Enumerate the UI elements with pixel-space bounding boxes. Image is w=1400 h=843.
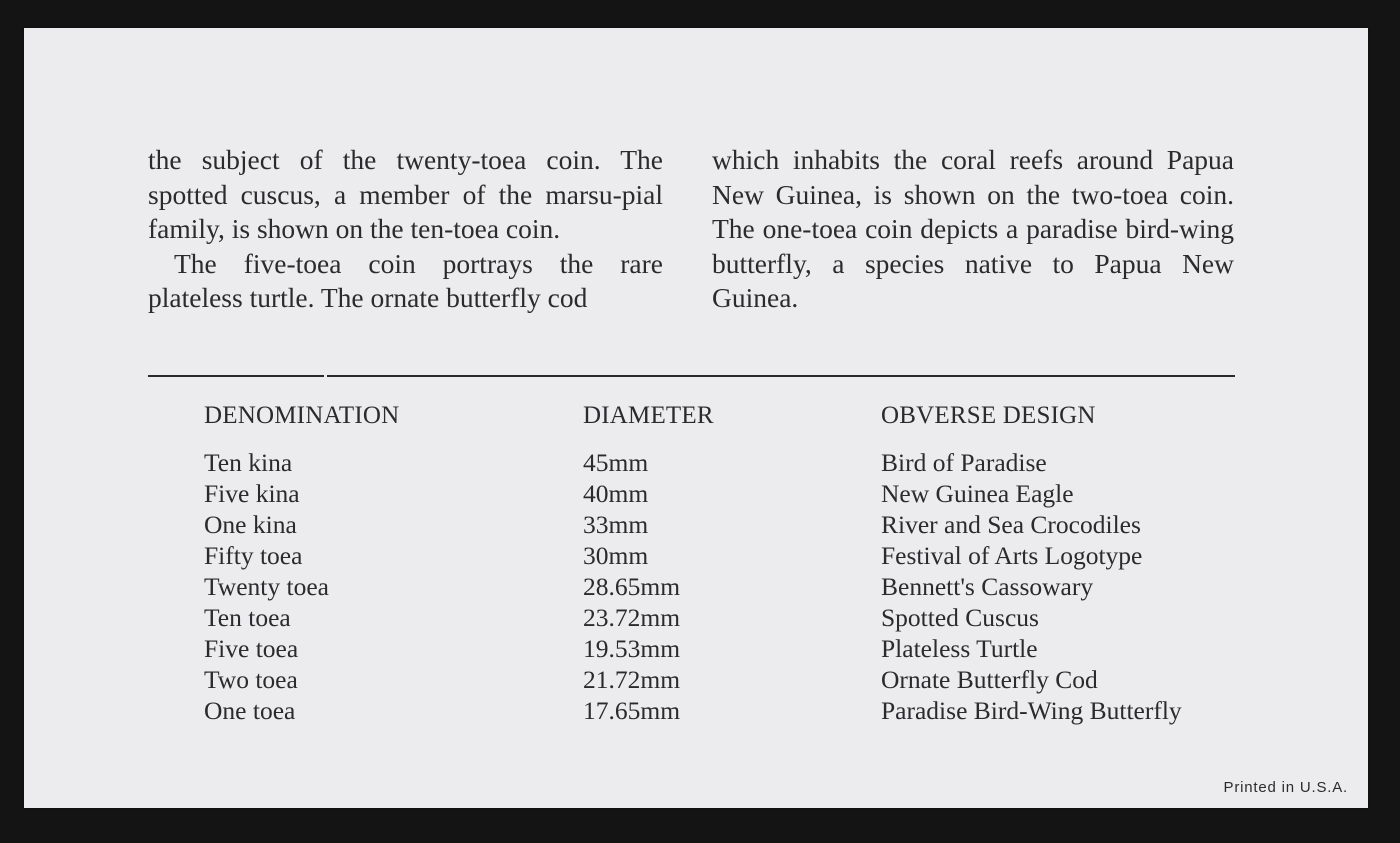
paragraph: which inhabits the coral reefs around Papua New Guinea, is shown on the two-toea coin. The one-toea coin depicts a paradise bird-wing butterfly, a species native to Papua New Guinea. <box>712 144 1234 313</box>
printed-in-usa-note: Printed in U.S.A. <box>1223 779 1348 796</box>
text-column-right <box>712 143 1234 316</box>
cell-diameter: 45mm <box>583 448 649 477</box>
cell-denomination: Two toea <box>204 665 298 694</box>
table-row <box>24 602 1368 633</box>
table-row <box>24 571 1368 602</box>
table-row <box>24 478 1368 509</box>
cell-obverse: Festival of Arts Logotype <box>881 541 1143 570</box>
cell-diameter: 30mm <box>583 541 649 570</box>
cell-denomination: Fifty toea <box>204 541 303 570</box>
cell-diameter: 19.53mm <box>583 634 681 663</box>
table-row <box>24 695 1368 726</box>
text-column-left <box>148 143 663 316</box>
cell-denomination: One kina <box>204 510 297 539</box>
table-row <box>24 633 1368 664</box>
cell-diameter: 21.72mm <box>583 665 681 694</box>
cell-denomination: Five toea <box>204 634 299 663</box>
cell-diameter: 28.65mm <box>583 572 681 601</box>
cell-diameter: 17.65mm <box>583 696 681 725</box>
cell-denomination: Five kina <box>204 479 300 508</box>
cell-obverse: Plateless Turtle <box>881 634 1038 663</box>
table-row <box>24 540 1368 571</box>
cell-obverse: Bird of Paradise <box>881 448 1047 477</box>
cell-denomination: One toea <box>204 696 296 725</box>
table-row <box>24 447 1368 478</box>
document-card <box>24 28 1368 808</box>
cell-obverse: Paradise Bird-Wing Butterfly <box>881 696 1182 725</box>
cell-diameter: 33mm <box>583 510 649 539</box>
cell-obverse: Ornate Butterfly Cod <box>881 665 1098 694</box>
divider-rule <box>148 375 324 377</box>
cell-obverse: Spotted Cuscus <box>881 603 1039 632</box>
cell-obverse: New Guinea Eagle <box>881 479 1074 508</box>
table-body <box>24 447 1368 726</box>
cell-diameter: 40mm <box>583 479 649 508</box>
paragraph: The five-toea coin portrays the rare plateless turtle. The ornate butterfly cod <box>148 247 663 313</box>
cell-denomination: Ten kina <box>204 448 293 477</box>
header-diameter: DIAMETER <box>583 402 714 429</box>
divider-rule <box>327 375 1235 377</box>
table-row <box>24 664 1368 695</box>
cell-obverse: Bennett's Cassowary <box>881 572 1094 601</box>
table-row <box>24 509 1368 540</box>
header-obverse-design: OBVERSE DESIGN <box>881 402 1096 429</box>
cell-denomination: Ten toea <box>204 603 291 632</box>
cell-denomination: Twenty toea <box>204 572 329 601</box>
paragraph: the subject of the twenty-toea coin. The spotted cuscus, a member of the marsu-pial family, is shown on the ten-toea coin. <box>148 144 663 244</box>
cell-diameter: 23.72mm <box>583 603 681 632</box>
header-denomination: DENOMINATION <box>204 402 400 429</box>
cell-obverse: River and Sea Crocodiles <box>881 510 1141 539</box>
